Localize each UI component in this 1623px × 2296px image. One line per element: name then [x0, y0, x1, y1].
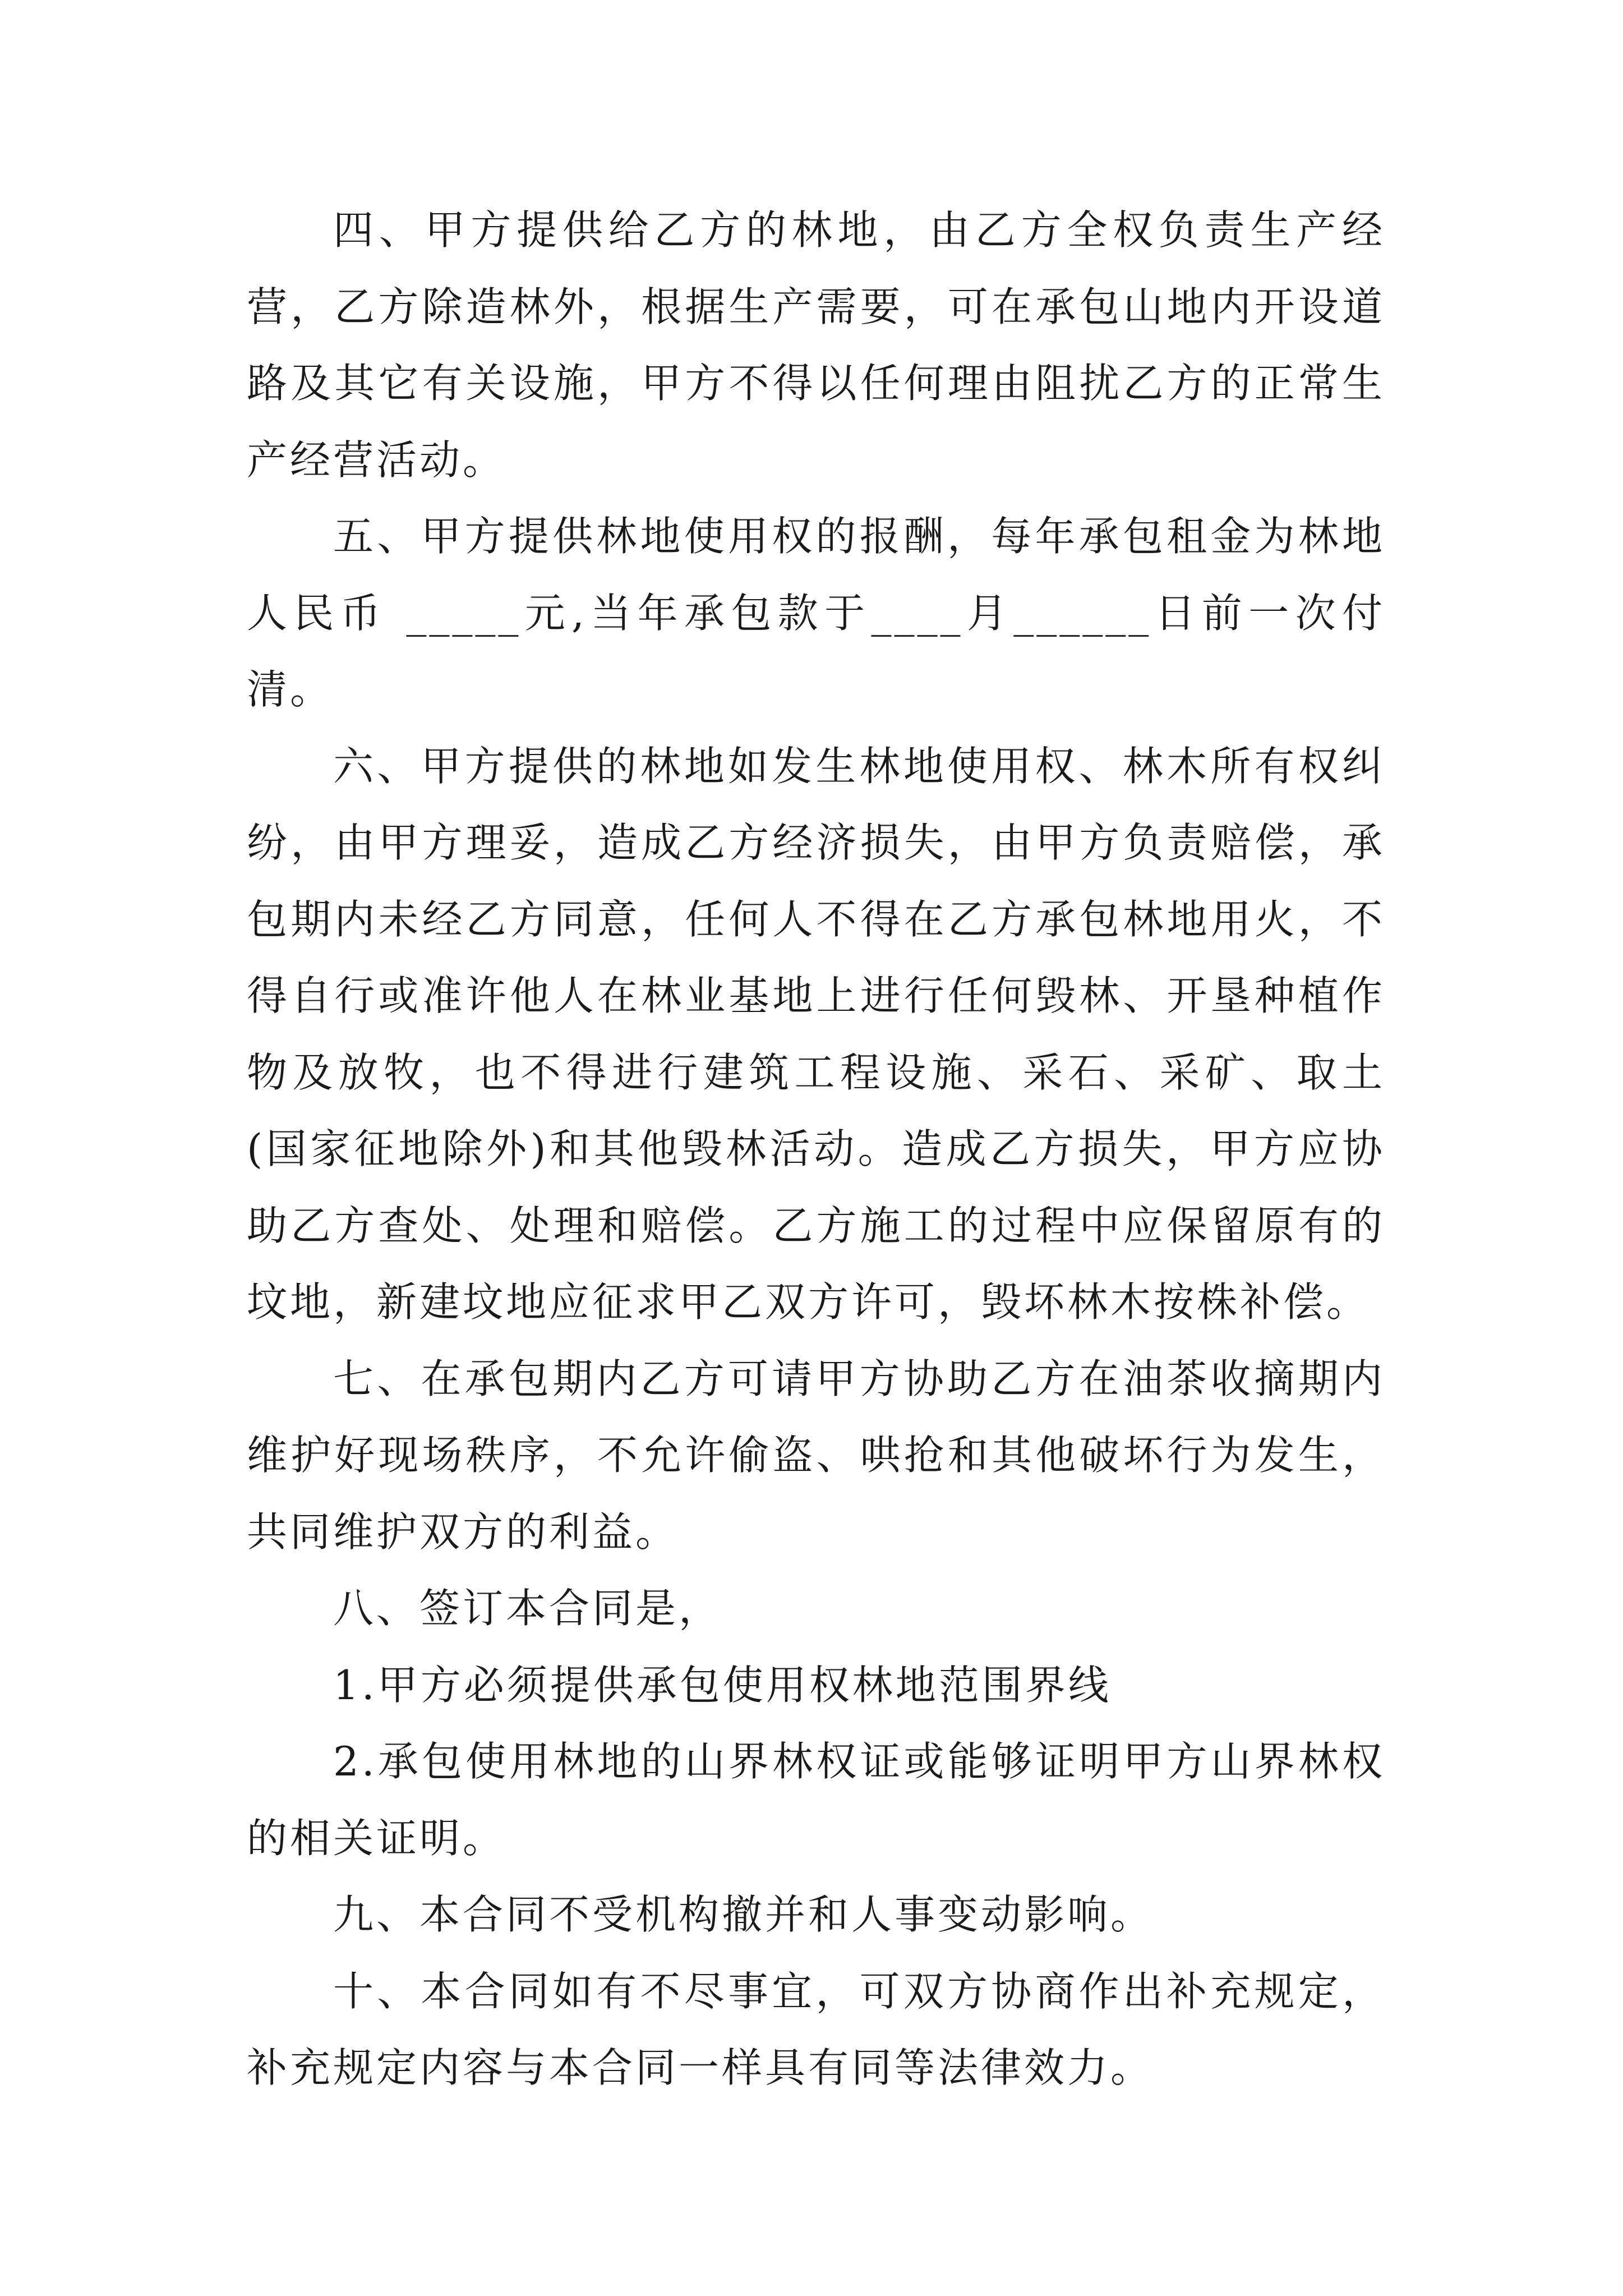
clause-4-paragraph: 四、甲方提供给乙方的林地，由乙方全权负责生产经营，乙方除造林外，根据生产需要，可在承包山地内开设道路及其它有关设施，甲方不得以任何理由阻扰乙方的正常生产经营活动。 — [247, 206, 1385, 484]
clause-8-item-2: 2.承包使用林地的山界林权证或能够证明甲方山界林权的相关证明。 — [247, 1738, 1385, 1862]
clause-5-paragraph: 五、甲方提供林地使用权的报酬，每年承包租金为林地人民币 _____元,当年承包款于____月______日前一次付清。 — [247, 513, 1385, 713]
clause-9-paragraph: 九、本合同不受机构撤并和人事变动影响。 — [333, 1891, 1154, 1938]
clause-7-paragraph: 七、在承包期内乙方可请甲方协助乙方在油茶收摘期内维护好现场秩序，不允许偷盗、哄抢和其他破坏行为发生，共同维护双方的利益。 — [247, 1355, 1385, 1556]
clause-10-paragraph: 十、本合同如有不尽事宜，可双方协商作出补充规定，补充规定内容与本合同一样具有同等法律效力。 — [247, 1967, 1385, 2091]
clause-8-item-1: 1.甲方必须提供承包使用权林地范围界线 — [333, 1661, 1112, 1709]
document-body — [247, 192, 1385, 2106]
clause-6-paragraph: 六、甲方提供的林地如发生林地使用权、林木所有权纠纷，由甲方理妥，造成乙方经济损失，由甲方负责赔偿，承包期内未经乙方同意，任何人不得在乙方承包林地用火，不得自行或准许他人在林业基地上进行任何毁林、开垦种植作物及放牧，也不得进行建筑工程设施、采石、采矿、取土(国家征地除外)和其他毁林活动。造成乙方损失，甲方应协助乙方查处、处理和赔偿。乙方施工的过程中应保留原有的坟地，新建坟地应征求甲乙双方许可，毁坏林木按株补偿。 — [247, 742, 1385, 1326]
clause-8-paragraph: 八、签订本合同是， — [333, 1585, 722, 1632]
